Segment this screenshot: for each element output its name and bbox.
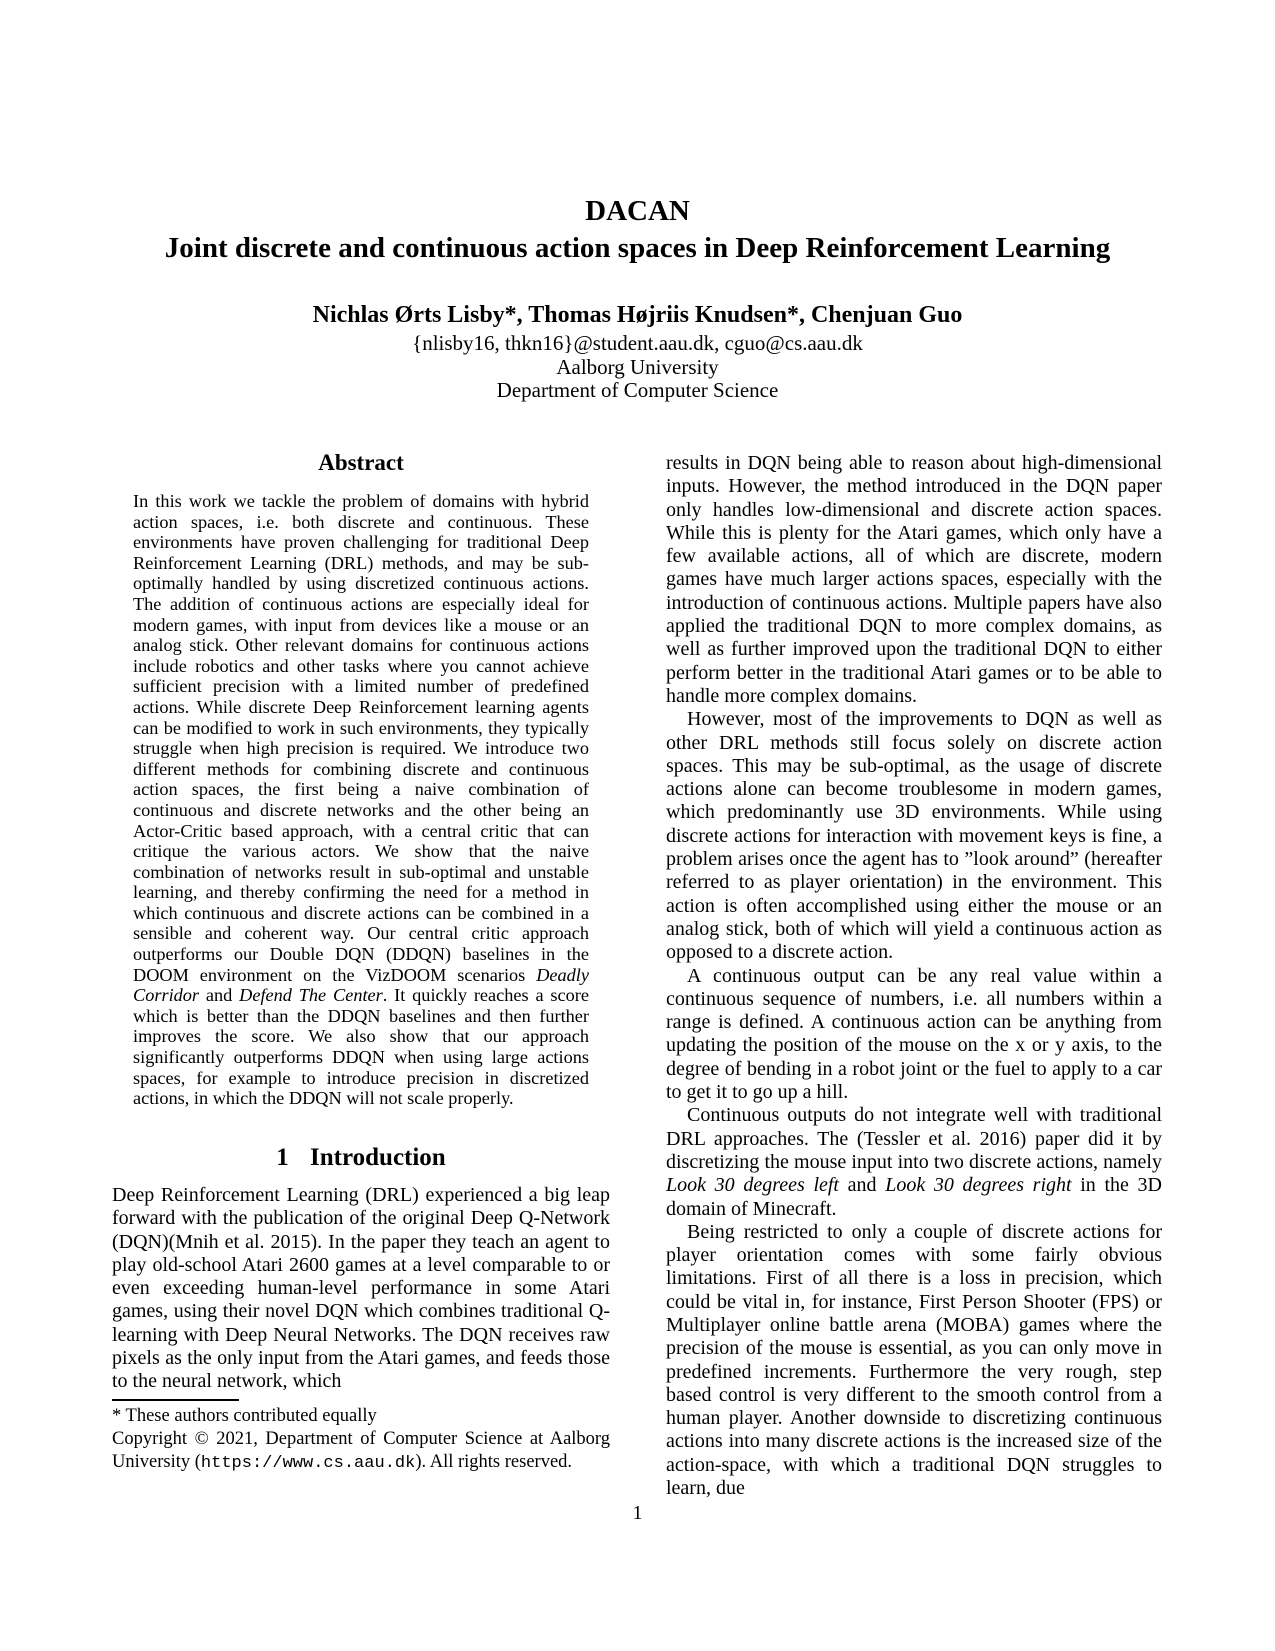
- paper-header: [0, 193, 1275, 402]
- text-run: Deep Reinforcement Learning (DRL) experienced a big leap forward with the publication of the original Deep Q-Network (DQN)(Mnih et al. 2015). In the paper they teach an agent to play old-school Atari 2600 games at a level comparable to or even exceeding human-level performance in some Atari games, using their novel DQN which combines traditional Q-learning with Deep Neural Networks. The DQN receives raw pixels as the only input from the Atari games, and feeds those to the neural network, which: [112, 1184, 610, 1393]
- url-text: https://www.cs.aau.dk: [200, 1454, 416, 1474]
- body-paragraph: [666, 452, 1162, 708]
- paper-subtitle: Joint discrete and continuous action spaces in Deep Reinforcement Learning: [164, 232, 1111, 264]
- section-number: 1: [276, 1144, 289, 1171]
- text-run: A continuous output can be any real value within a continuous sequence of numbers, i.e. all numbers within a range is defined. A continuous action can be anything from updating the position of the mouse on the x or y axis, to the degree of bending in a robot joint or the fuel to apply to a car to get it to go up a hill.: [666, 964, 1162, 1104]
- text-run: and: [839, 1174, 886, 1197]
- body-paragraph: [112, 1184, 610, 1394]
- text-run: results in DQN being able to reason about high-dimensional inputs. However, the method introduced in the DQN paper only handles low-dimensional and discrete action spaces. While this is plenty for the Atari games, which only have a few available actions, all of which are discrete, modern games have much larger actions spaces, especially with the introduction of continuous actions. Multiple papers have also applied the traditional DQN to more complex domains, as well as further improved upon the traditional DQN to either perform better in the traditional Atari games or to be able to handle more complex domains.: [666, 452, 1162, 707]
- introduction-column: [112, 1184, 610, 1394]
- text-run: in the 3D domain of Minecraft.: [666, 1174, 1162, 1220]
- italic-text: Deadly Corridor: [133, 964, 589, 1006]
- text-run: Being restricted to only a couple of discrete actions for player orientation comes with some fairly obvious limitations. First of all there is a loss in precision, which could be vital in, for instance, First Person Shooter (FPS) or Multiplayer online battle arena (MOBA) games where the precision of the mouse is essential, as you can only move in predefined increments. Furthermore the very rough, step based control is very different to the smooth control from a human player. Another downside to discretizing continuous actions into many discrete actions is the increased size of the action-space, with which a traditional DQN struggles to learn, due: [666, 1220, 1162, 1500]
- footnote: [112, 1405, 610, 1476]
- abstract-text: [133, 491, 589, 1109]
- body-paragraph: [666, 708, 1162, 964]
- text-run: * These authors contributed equally: [112, 1406, 377, 1426]
- footnote-rule: [112, 1399, 239, 1401]
- authors-line: Nichlas Ørts Lisby*, Thomas Højriis Knudsen*, Chenjuan Guo: [312, 302, 963, 328]
- text-run: In this work we tackle the problem of domains with hybrid action spaces, i.e. both discrete and continuous. These environments have proven challenging for traditional Deep Reinforcement Learning (DRL) methods, and may be sub-optimally handled by using discretized continuous actions. The addition of continuous actions are especially ideal for modern games, with input from devices like a mouse or an analog stick. Other relevant domains for continuous actions include robotics and other tasks where you cannot achieve sufficient precision with a limited number of predefined actions. While discrete Deep Reinforcement learning agents can be modified to work in such environments, they typically struggle when high precision is required. We introduce two different methods for combining discrete and continuous action spaces, the first being a naive combination of continuous and discrete networks and the other being an Actor-Critic based approach, with a central critic that can critique the various actors. We show that the naive combination of networks result in sub-optimal and unstable learning, and thereby confirming the need for a method in which continuous and discrete actions can be combined in a sensible and coherent way. Our central critic approach outperforms our Double DQN (DDQN) baselines in the DOOM environment on the VizDOOM scenarios: [133, 491, 589, 985]
- italic-text: Defend The Center: [239, 985, 383, 1006]
- body-paragraph: [666, 965, 1162, 1105]
- text-run: ). All rights reserved.: [415, 1452, 573, 1473]
- page-number: 1: [632, 1502, 643, 1524]
- italic-text: Look 30 degrees right: [885, 1174, 1072, 1197]
- text-run: Continuous outputs do not integrate well with traditional DRL approaches. The (Tessler et al. 2016) paper did it by discretizing the mouse input into two discrete actions, namely: [666, 1104, 1162, 1173]
- text-run: and: [199, 985, 240, 1006]
- footnote-copyright: [112, 1428, 610, 1475]
- abstract-heading: Abstract: [318, 450, 404, 475]
- section-title: Introduction: [310, 1144, 446, 1171]
- affiliation: Aalborg University: [556, 355, 719, 379]
- text-run: Copyright © 2021, Department of Computer Science at Aalborg University (: [112, 1429, 610, 1473]
- right-column: [666, 452, 1162, 1500]
- text-run: However, most of the improvements to DQN as well as other DRL methods still focus solely on discrete action spaces. This may be sub-optimal, as the usage of discrete actions alone can become troublesome in modern games, which predominantly use 3D environments. While using discrete actions for interaction with movement keys is fine, a problem arises once the agent has to ”look around” (hereafter referred to as player orientation) in the environment. This action is often accomplished using either the mouse or an analog stick, both of which will yield a continuous action as opposed to a discrete action.: [666, 708, 1162, 964]
- text-run: . It quickly reaches a score which is better than the DDQN baselines and then further improves the score. We also show that our approach significantly outperforms DDQN when using large actions spaces, for example to introduce precision in discretized actions, in which the DDQN will not scale properly.: [133, 985, 589, 1109]
- author-emails: {nlisby16, thkn16}@student.aau.dk, cguo@cs.aau.dk: [412, 331, 863, 355]
- department: Department of Computer Science: [496, 378, 779, 402]
- footnote-equal-contribution: [112, 1405, 610, 1428]
- italic-text: Look 30 degrees left: [666, 1174, 839, 1197]
- section-heading-introduction: [112, 1144, 610, 1172]
- body-paragraph: [666, 1221, 1162, 1501]
- paper-title: DACAN: [585, 195, 690, 227]
- body-paragraph: [666, 1104, 1162, 1220]
